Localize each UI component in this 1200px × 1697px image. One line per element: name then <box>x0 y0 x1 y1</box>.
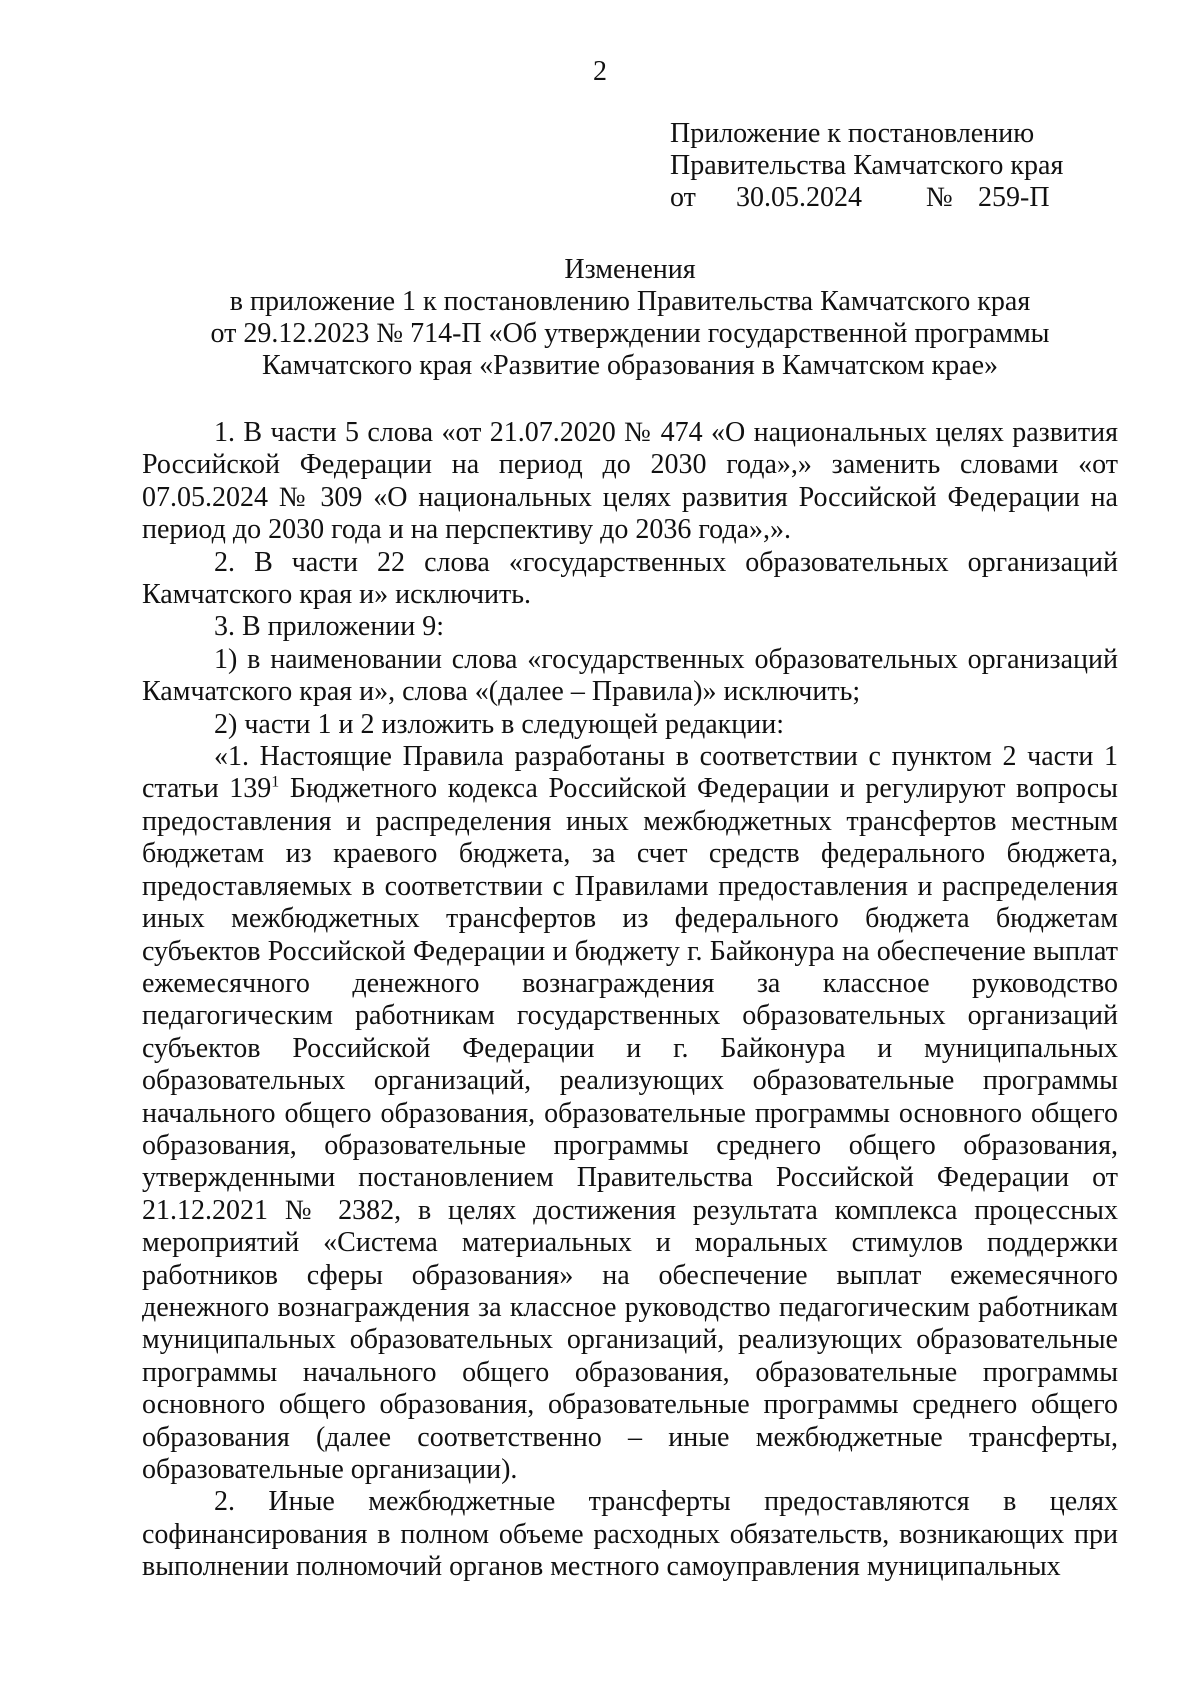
title-line-4: Камчатского края «Развитие образования в Камчатском крае» <box>261 350 999 381</box>
appendix-date-line <box>670 182 1110 214</box>
appendix-from-label: от <box>670 182 696 213</box>
page-number: 2 <box>593 56 607 87</box>
paragraph-2: 2. В части 22 слова «государственных образовательных организаций Камчатского края и» исключить. <box>142 546 1118 611</box>
paragraph-5: 2) части 1 и 2 изложить в следующей редакции: <box>214 708 785 740</box>
title-line-2: в приложение 1 к постановлению Правительства Камчатского края <box>229 286 1031 317</box>
paragraph-3: 3. В приложении 9: <box>214 611 445 643</box>
paragraph-7: 2. Иные межбюджетные трансферты предоставляются в целях софинансирования в полном объеме расходных обязательств, возникающих при выполнении полномочий органов местного самоуправления муниципальных <box>142 1486 1118 1583</box>
appendix-date: 30.05.2024 <box>736 182 862 213</box>
paragraph-6 <box>142 741 1118 1486</box>
appendix-number: 259-П <box>978 182 1050 213</box>
paragraph-4: 1) в наименовании слова «государственных образовательных организаций Камчатского края и», слова «(далее – Правила)» исключить; <box>142 643 1118 708</box>
appendix-header <box>670 118 1110 214</box>
title-line-3: от 29.12.2023 № 714-П «Об утверждении государственной программы <box>210 318 1050 349</box>
appendix-line-2: Правительства Камчатского края <box>670 150 1064 181</box>
superscript-article-index: 1 <box>271 774 280 792</box>
document-title <box>140 254 1120 382</box>
document-body <box>142 417 1118 1584</box>
title-line-1: Изменения <box>564 254 696 285</box>
paragraph-1: 1. В части 5 слова «от 21.07.2020 № 474 «О национальных целях развития Российской Федерации на период до 2030 года»,» заменить словами «от 07.05.2024 № 309 «О национальных целях развития Российской Федерации на период до 2030 года и на перспективу до 2036 года»,». <box>142 417 1118 546</box>
paragraph-6-rest: Бюджетного кодекса Российской Федерации и регулируют вопросы предоставления и распределения иных межбюджетных трансфертов местным бюджетам из краевого бюджета, за счет средств федерального бюджета, предоставляемых в соответствии с Правилами предоставления и распределения иных межбюджетных трансфертов из федерального бюджета бюджетам субъектов Российской Федерации и бюджету г. Байконура на обеспечение выплат ежемесячного денежного вознаграждения за классное руководство педагогическим работникам государственных образовательных организаций субъектов Российской Федерации и г. Байконура и муниципальных образовательных организаций, реализующих образовательные программы начального общего образования, образовательные программы основного общего образования, образовательные программы среднего общего образования, утвержденными постановлением Правительства Российской Федерации от 21.12.2021 № 2382, в целях достижения результата комплекса процессных мероприятий «Система материальных и моральных стимулов поддержки работников сферы образования» на обеспечение выплат ежемесячного денежного вознаграждения за классное руководство педагогическим работникам муниципальных образовательных организаций, реализующих образовательные программы начального общего образования, образовательные программы основного общего образования, образовательные программы среднего общего образования (далее соответственно – иные межбюджетные трансферты, образовательные организации). <box>142 773 1118 1485</box>
appendix-number-sign: № <box>926 182 953 213</box>
appendix-line-1: Приложение к постановлению <box>670 118 1035 149</box>
paragraph-6-start: «1. Настоящие Правила разработаны в соответствии с пунктом 2 части 1 статьи 139 <box>142 741 1118 805</box>
